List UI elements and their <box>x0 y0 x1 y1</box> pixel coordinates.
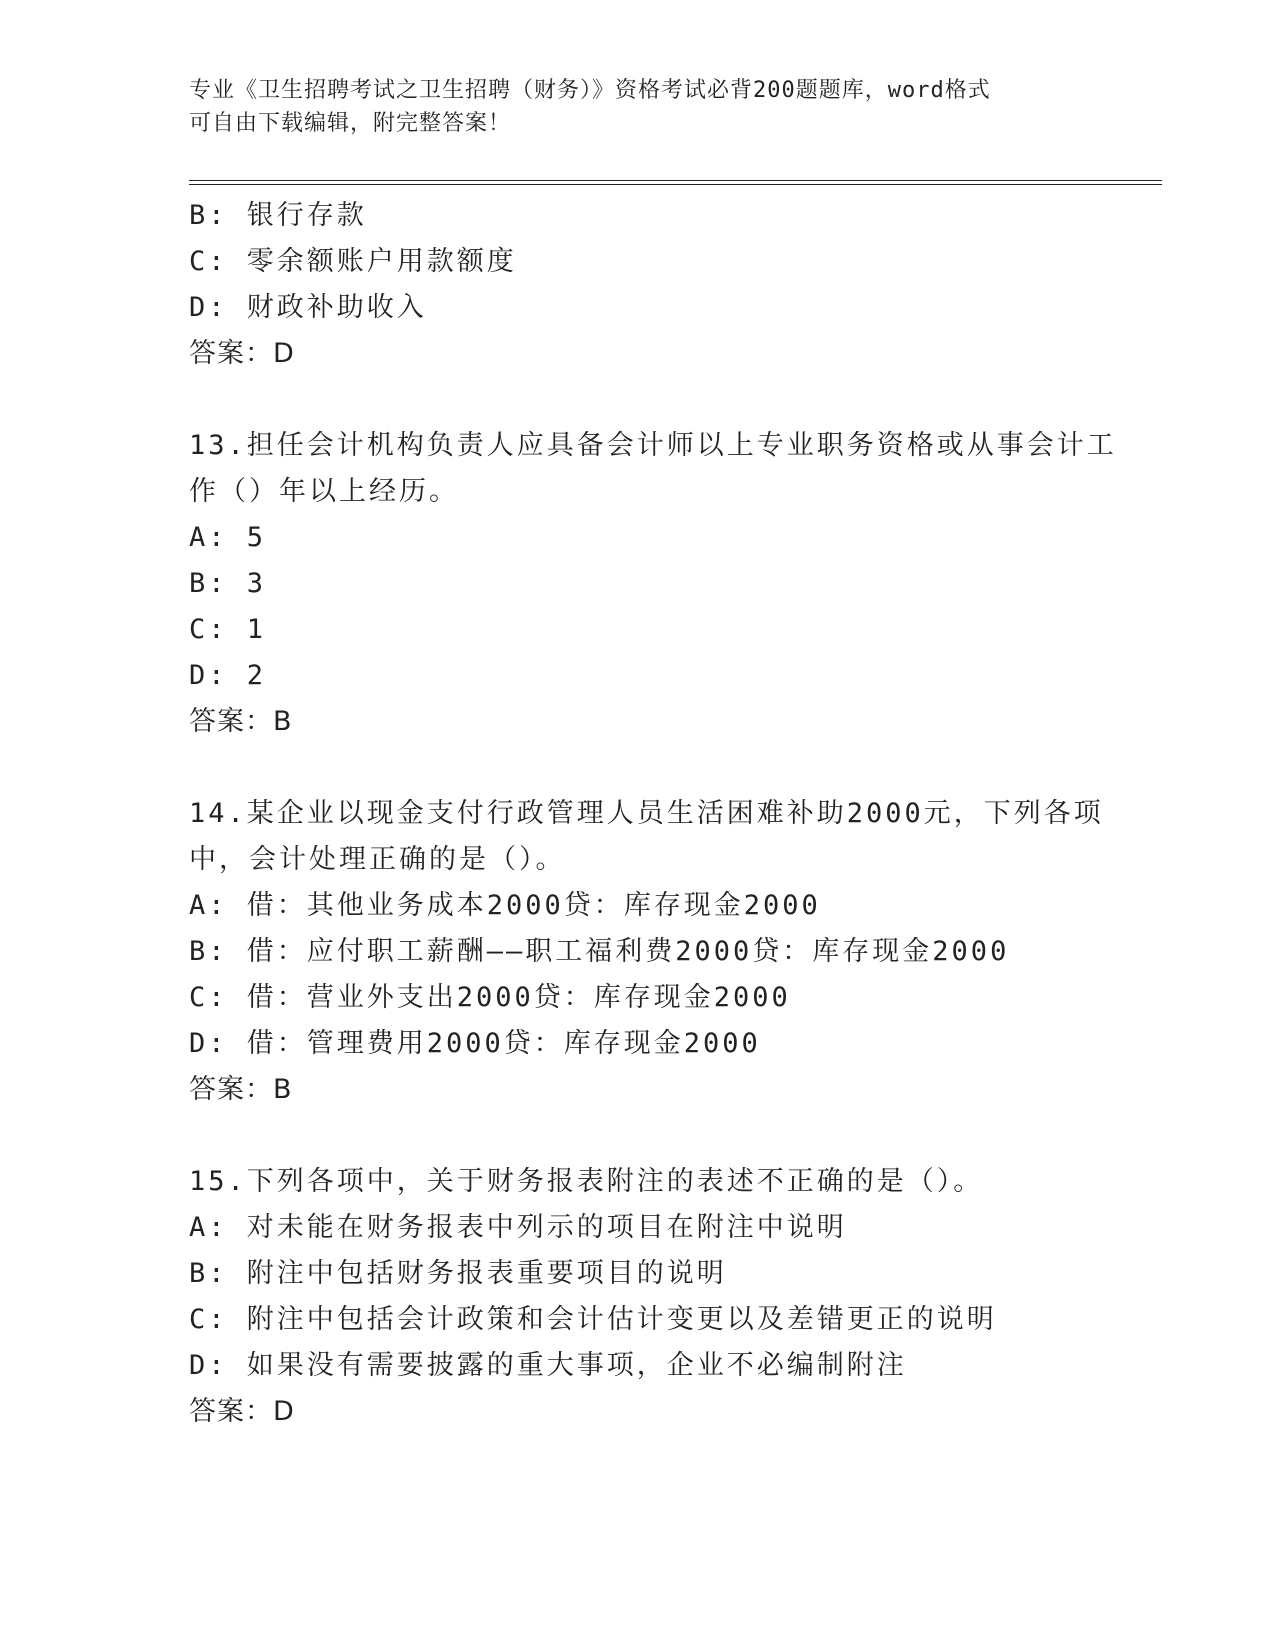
option-b: B: 银行存款 <box>189 200 367 231</box>
question-stem: 13.担任会计机构负责人应具备会计师以上专业职务资格或从事会计工 <box>189 430 1117 461</box>
option-c: C: 1 <box>189 614 267 645</box>
option-d: D: 如果没有需要披露的重大事项，企业不必编制附注 <box>189 1350 907 1381</box>
spacer <box>189 1113 1089 1159</box>
question-12 <box>189 193 1089 377</box>
header-rule-top <box>189 180 1162 181</box>
option-d: D: 借：管理费用2000贷：库存现金2000 <box>189 1028 761 1059</box>
option-b: B: 借：应付职工薪酬——职工福利费2000贷：库存现金2000 <box>189 936 1010 967</box>
spacer <box>189 377 1089 423</box>
answer: 答案：D <box>189 338 295 369</box>
option-b: B: 附注中包括财务报表重要项目的说明 <box>189 1258 727 1289</box>
option-a: A: 对未能在财务报表中列示的项目在附注中说明 <box>189 1212 847 1243</box>
option-c: C: 附注中包括会计政策和会计估计变更以及差错更正的说明 <box>189 1304 997 1335</box>
question-stem-continued: 中，会计处理正确的是（）。 <box>189 844 566 875</box>
spacer <box>189 745 1089 791</box>
header-rule-bottom <box>189 184 1162 185</box>
option-c: C: 借：营业外支出2000贷：库存现金2000 <box>189 982 791 1013</box>
option-d: D: 2 <box>189 660 267 691</box>
question-15 <box>189 1159 1089 1435</box>
answer: 答案：B <box>189 706 293 737</box>
header-line-1: 专业《卫生招聘考试之卫生招聘（财务）》资格考试必背200题题库，word格式 <box>189 78 991 103</box>
question-stem: 14.某企业以现金支付行政管理人员生活困难补助2000元，下列各项 <box>189 798 1104 829</box>
document-header <box>189 74 1089 140</box>
answer: 答案：D <box>189 1396 295 1427</box>
question-14 <box>189 791 1104 1113</box>
header-line-2: 可自由下载编辑，附完整答案！ <box>189 111 512 136</box>
question-stem-continued: 作（）年以上经历。 <box>189 476 459 507</box>
option-d: D: 财政补助收入 <box>189 292 427 323</box>
option-a: A: 5 <box>189 522 267 553</box>
option-c: C: 零余额账户用款额度 <box>189 246 517 277</box>
option-b: B: 3 <box>189 568 267 599</box>
answer: 答案：B <box>189 1074 293 1105</box>
question-stem: 15.下列各项中，关于财务报表附注的表述不正确的是（）。 <box>189 1166 984 1197</box>
option-a: A: 借：其他业务成本2000贷：库存现金2000 <box>189 890 821 921</box>
document-body <box>189 193 1117 1435</box>
question-13 <box>189 423 1117 745</box>
